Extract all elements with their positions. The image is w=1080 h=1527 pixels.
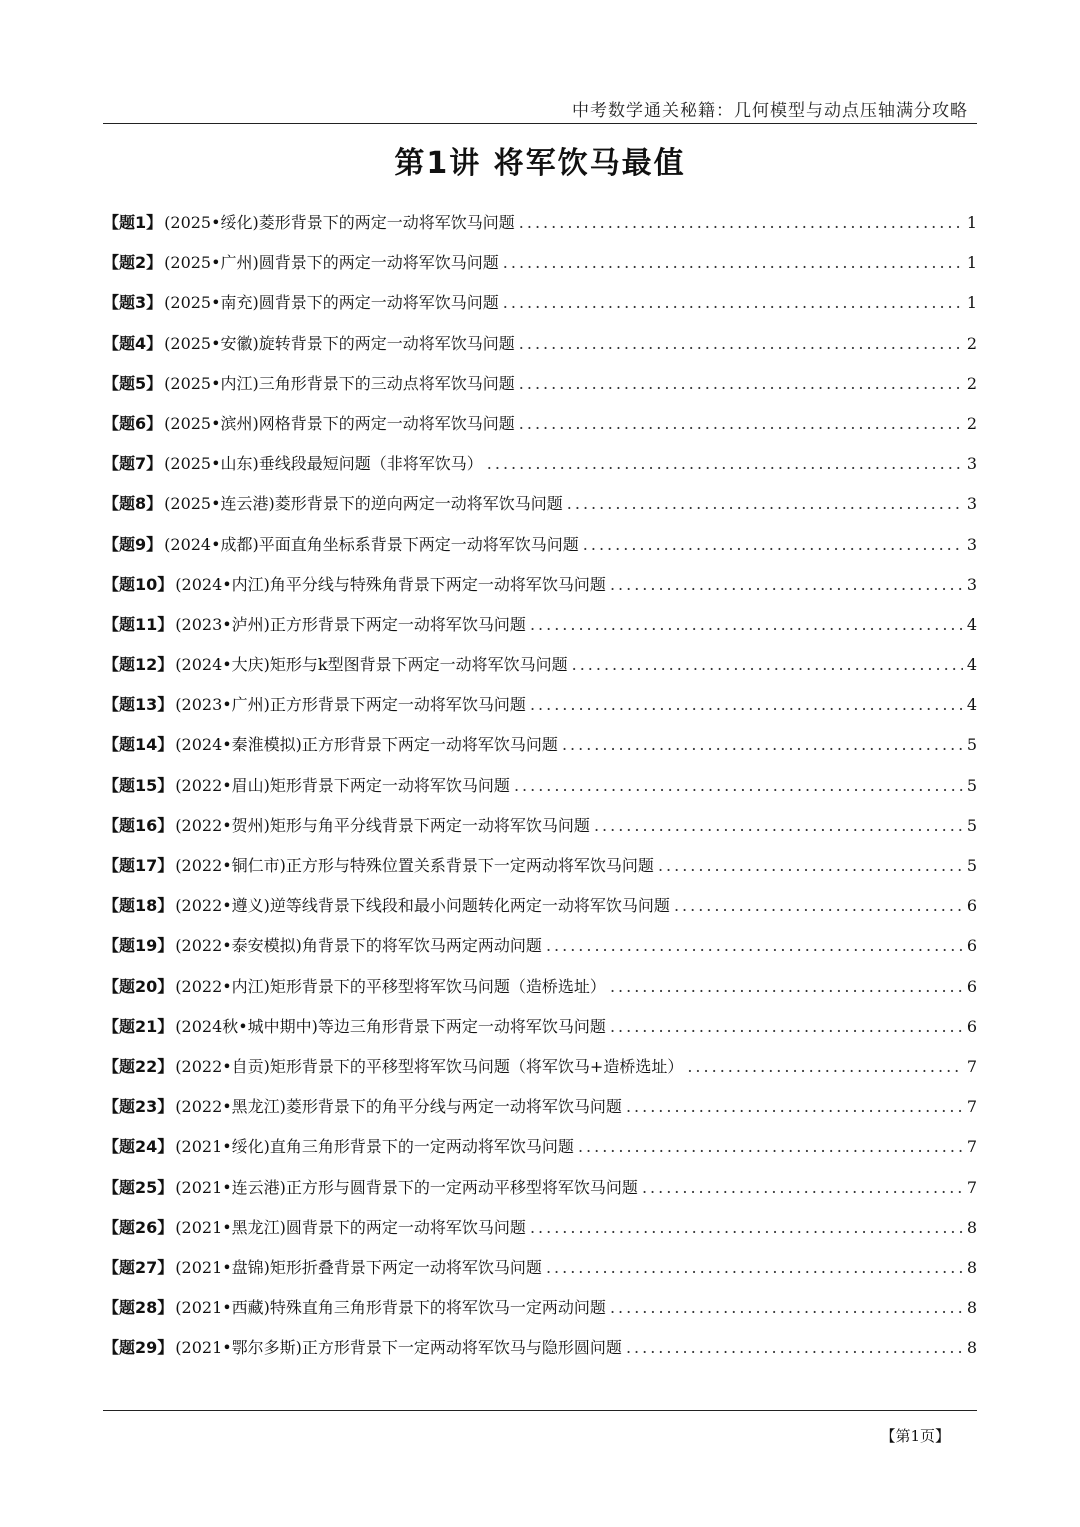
toc-leader-dots (562, 735, 963, 754)
toc-entry[interactable] (103, 1134, 977, 1174)
toc-entry-title: (2024•大庆)矩形与k型图背景下两定一动将军饮马问题 (175, 655, 568, 675)
toc-entry-label: 【题17】 (103, 856, 174, 875)
toc-entry-label: 【题28】 (103, 1298, 174, 1318)
toc-leader-dots (583, 535, 963, 554)
toc-entry[interactable] (103, 732, 977, 772)
toc-entry[interactable] (103, 1335, 977, 1375)
toc-leader-dots (658, 856, 963, 875)
toc-entry[interactable] (103, 1255, 977, 1295)
toc-leader-dots (626, 1338, 963, 1357)
toc-entry-page: 6 (966, 936, 977, 956)
toc-entry-page: 1 (966, 293, 977, 313)
toc-entry-label: 【题7】 (103, 454, 163, 474)
toc-entry-page: 2 (966, 373, 977, 393)
toc-entry-label: 【题13】 (103, 695, 174, 715)
toc-entry-page: 8 (966, 1338, 977, 1358)
toc-entry-title: (2022•遵义)逆等线背景下线段和最小问题转化两定一动将军饮马问题 (175, 896, 670, 916)
toc-entry-label: 【题24】 (103, 1137, 174, 1157)
toc-entry[interactable] (103, 1094, 977, 1134)
toc-entry-label: 【题15】 (103, 775, 174, 795)
toc-entry-page: 6 (966, 1016, 977, 1036)
toc-leader-dots (610, 575, 963, 594)
toc-entry[interactable] (103, 491, 977, 531)
toc-entry-title: (2021•连云港)正方形与圆背景下的一定两动平移型将军饮马问题 (175, 1177, 638, 1197)
toc-entry-page: 3 (966, 494, 977, 514)
toc-entry-title: (2021•西藏)特殊直角三角形背景下的将军饮马一定两动问题 (175, 1298, 606, 1318)
toc-entry-page: 5 (966, 815, 977, 835)
toc-entry-title: (2025•安徽)旋转背景下的两定一动将军饮马问题 (164, 333, 515, 353)
toc-entry-label: 【题20】 (103, 976, 174, 996)
toc-entry-title: (2021•绥化)直角三角形背景下的一定两动将军饮马问题 (175, 1137, 574, 1157)
toc-entry[interactable] (103, 250, 977, 290)
toc-entry[interactable] (103, 1014, 977, 1054)
toc-leader-dots (487, 454, 963, 473)
toc-entry-title: (2025•绥化)菱形背景下的两定一动将军饮马问题 (164, 213, 515, 232)
toc-entry-page: 7 (966, 1097, 977, 1117)
toc-entry-label: 【题21】 (103, 1016, 174, 1036)
toc-entry[interactable] (103, 773, 977, 813)
toc-entry-page: 2 (966, 333, 977, 353)
toc-leader-dots (626, 1097, 963, 1116)
toc-entry[interactable] (103, 692, 977, 732)
toc-entry[interactable] (103, 893, 977, 933)
toc-entry[interactable] (103, 371, 977, 411)
toc-entry-title: (2023•广州)正方形背景下两定一动将军饮马问题 (175, 695, 526, 715)
toc-entry-title: (2021•黑龙江)圆背景下的两定一动将军饮马问题 (175, 1217, 526, 1237)
toc-leader-dots (514, 776, 963, 795)
toc-leader-dots (530, 615, 963, 634)
toc-entry-title: (2022•自贡)矩形背景下的平移型将军饮马问题（将军饮马+造桥选址） (175, 1056, 684, 1076)
toc-entry-page: 8 (966, 1217, 977, 1237)
toc-entry-label: 【题14】 (103, 735, 174, 755)
toc-entry-label: 【题10】 (103, 574, 174, 594)
toc-entry-page: 4 (966, 614, 977, 634)
toc-entry-page: 2 (966, 413, 977, 433)
toc-entry-title: (2022•眉山)矩形背景下两定一动将军饮马问题 (175, 775, 510, 795)
toc-entry-page: 6 (966, 896, 977, 916)
toc-entry-page: 8 (966, 1257, 977, 1277)
toc-entry[interactable] (103, 1054, 977, 1094)
toc-leader-dots (610, 1298, 963, 1317)
toc-entry-label: 【题2】 (103, 253, 163, 273)
toc-leader-dots (578, 1137, 963, 1156)
toc-entry[interactable] (103, 612, 977, 652)
toc-leader-dots (519, 334, 963, 353)
toc-entry-label: 【题8】 (103, 494, 163, 514)
toc-entry-title: (2025•广州)圆背景下的两定一动将军饮马问题 (164, 253, 499, 273)
toc-entry-page: 5 (966, 775, 977, 795)
toc-entry-title: (2022•内江)矩形背景下的平移型将军饮马问题（造桥选址） (175, 976, 606, 996)
page-number: 【第1页】 (880, 1427, 950, 1445)
toc-entry-title: (2025•内江)三角形背景下的三动点将军饮马问题 (164, 373, 515, 393)
toc-leader-dots (594, 816, 963, 835)
toc-leader-dots (674, 896, 963, 915)
toc-entry[interactable] (103, 411, 977, 451)
toc-entry-title: (2022•黑龙江)菱形背景下的角平分线与两定一动将军饮马问题 (175, 1097, 622, 1117)
toc-entry[interactable] (103, 1175, 977, 1215)
toc-entry-label: 【题5】 (103, 373, 163, 393)
toc-entry-title: (2025•滨州)网格背景下的两定一动将军饮马问题 (164, 413, 515, 433)
page-title: 第1讲 将军饮马最值 (394, 146, 686, 181)
toc-leader-dots (519, 213, 963, 232)
toc-entry[interactable] (103, 1295, 977, 1335)
toc-leader-dots (503, 253, 963, 272)
toc-entry-title: (2023•泸州)正方形背景下两定一动将军饮马问题 (175, 614, 526, 634)
toc-entry-page: 7 (966, 1137, 977, 1157)
toc-entry-page: 4 (966, 655, 977, 675)
toc-leader-dots (503, 293, 963, 312)
toc-entry-label: 【题3】 (103, 293, 163, 313)
toc-leader-dots (519, 374, 963, 393)
toc-entry-title: (2022•贺州)矩形与角平分线背景下两定一动将军饮马问题 (175, 815, 590, 835)
toc-entry[interactable] (103, 451, 977, 491)
toc-entry-label: 【题22】 (103, 1056, 174, 1076)
toc-entry-title: (2024秋•城中期中)等边三角形背景下两定一动将军饮马问题 (175, 1016, 606, 1036)
toc-entry[interactable] (103, 853, 977, 893)
toc-entry-label: 【题26】 (103, 1217, 174, 1237)
header-title: 中考数学通关秘籍：几何模型与动点压轴满分攻略 (572, 101, 968, 121)
toc-entry-page: 5 (966, 735, 977, 755)
toc-entry-label: 【题4】 (103, 333, 163, 353)
toc-entry-title: (2021•鄂尔多斯)正方形背景下一定两动将军饮马与隐形圆问题 (175, 1338, 622, 1358)
toc-leader-dots (642, 1178, 963, 1197)
toc-entry-title: (2022•泰安模拟)角背景下的将军饮马两定两动问题 (175, 936, 542, 956)
footer-rule (103, 1410, 977, 1411)
toc-entry-label: 【题29】 (103, 1338, 174, 1358)
toc-entry[interactable] (103, 813, 977, 853)
toc-leader-dots (519, 414, 963, 433)
toc-entry[interactable] (103, 933, 977, 973)
toc-entry[interactable] (103, 532, 977, 572)
toc-entry-title: (2025•山东)垂线段最短问题（非将军饮马） (164, 454, 483, 474)
toc-leader-dots (546, 936, 963, 955)
toc-entry-title: (2021•盘锦)矩形折叠背景下两定一动将军饮马问题 (175, 1257, 542, 1277)
toc-leader-dots (530, 695, 963, 714)
toc-entry-label: 【题18】 (103, 896, 174, 916)
toc-entry-page: 3 (966, 454, 977, 474)
toc-entry[interactable] (103, 210, 977, 250)
toc-entry-title: (2024•内江)角平分线与特殊角背景下两定一动将军饮马问题 (175, 574, 606, 594)
toc-entry-label: 【题9】 (103, 534, 163, 554)
toc-entry-label: 【题1】 (103, 213, 163, 232)
toc-leader-dots (572, 655, 963, 674)
toc-entry-title: (2025•南充)圆背景下的两定一动将军饮马问题 (164, 293, 499, 313)
toc-leader-dots (567, 494, 963, 513)
toc-entry-label: 【题6】 (103, 413, 163, 433)
toc-entry-page: 7 (966, 1177, 977, 1197)
toc-entry-page: 1 (966, 253, 977, 273)
toc-entry-title: (2024•秦淮模拟)正方形背景下两定一动将军饮马问题 (175, 735, 558, 755)
toc-entry[interactable] (103, 572, 977, 612)
toc-entry-title: (2024•成都)平面直角坐标系背景下两定一动将军饮马问题 (164, 534, 579, 554)
toc-leader-dots (687, 1057, 962, 1076)
toc-entry-page: 6 (966, 976, 977, 996)
toc-entry-page: 1 (966, 213, 977, 232)
header-rule (103, 123, 977, 124)
toc-leader-dots (610, 1017, 963, 1036)
toc-entry-label: 【题16】 (103, 815, 174, 835)
toc-entry-label: 【题12】 (103, 655, 174, 675)
toc-entry-page: 3 (966, 574, 977, 594)
toc-entry[interactable] (103, 290, 977, 330)
toc-entry[interactable] (103, 652, 977, 692)
toc-entry[interactable] (103, 974, 977, 1014)
toc-entry-label: 【题27】 (103, 1257, 174, 1277)
toc-entry[interactable] (103, 331, 977, 371)
toc-entry-label: 【题19】 (103, 936, 174, 956)
toc-leader-dots (610, 977, 963, 996)
toc-entry-title: (2025•连云港)菱形背景下的逆向两定一动将军饮马问题 (164, 494, 563, 514)
toc-entry-page: 8 (966, 1298, 977, 1318)
toc-entry-label: 【题11】 (103, 614, 174, 634)
toc-entry-page: 4 (966, 695, 977, 715)
toc-leader-dots (546, 1258, 963, 1277)
table-of-contents (103, 210, 977, 1375)
toc-entry-page: 7 (966, 1056, 977, 1076)
toc-leader-dots (530, 1218, 963, 1237)
toc-entry[interactable] (103, 1215, 977, 1255)
toc-entry-label: 【题23】 (103, 1097, 174, 1117)
toc-entry-label: 【题25】 (103, 1177, 174, 1197)
toc-entry-title: (2022•铜仁市)正方形与特殊位置关系背景下一定两动将军饮马问题 (175, 856, 654, 875)
toc-entry-page: 3 (966, 534, 977, 554)
toc-entry-page: 5 (966, 856, 977, 875)
